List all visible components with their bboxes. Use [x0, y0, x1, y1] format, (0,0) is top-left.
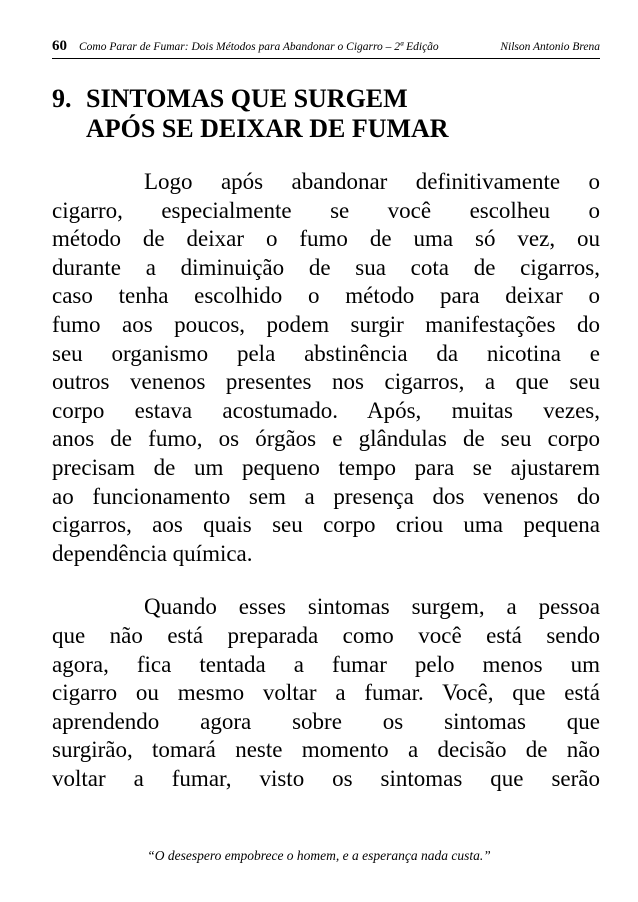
text-line: que não está preparada como você está sendo — [52, 622, 600, 648]
text-line: cigarro, especialmente se você escolheu o — [52, 197, 600, 223]
text-line: outros venenos presentes nos cigarros, a que seu — [52, 369, 600, 395]
text-line: dependência química. — [52, 540, 253, 566]
text-line: Quando esses sintomas surgem, a pessoa — [144, 594, 600, 620]
book-title: Como Parar de Fumar: Dois Métodos para Abandonar o Cigarro – 2ª Edição — [79, 41, 439, 53]
text-line: cigarros, aos quais seu corpo criou uma pequena — [52, 512, 600, 538]
text-line: corpo estava acostumado. Após, muitas vezes, — [52, 397, 600, 423]
text-line: método de deixar o fumo de uma só vez, ou — [52, 226, 600, 252]
text-line: ao funcionamento sem a presença dos venenos do — [52, 483, 600, 509]
body-text — [52, 168, 600, 793]
text-line: durante a diminuição de sua cota de cigarros, — [52, 254, 600, 280]
footer-quote: “O desespero empobrece o homem, e a esperança nada custa.” — [147, 848, 491, 863]
chapter-title-part-1: SINTOMAS QUE SURGEM — [86, 84, 408, 113]
chapter-heading — [52, 84, 600, 144]
text-line: caso tenha escolhido o método para deixar o — [52, 283, 600, 309]
text-line: anos de fumo, os órgãos e glândulas de seu corpo — [52, 426, 600, 452]
chapter-heading-line-2 — [52, 114, 600, 144]
paragraph-2 — [52, 593, 600, 793]
text-line: seu organismo pela abstinência da nicotina e — [52, 340, 600, 366]
author-name: Nilson Antonio Brena — [500, 41, 600, 53]
text-line: Logo após abandonar definitivamente o — [144, 169, 600, 194]
text-line: surgirão, tomará neste momento a decisão de não — [52, 737, 600, 763]
page-number: 60 — [52, 38, 67, 54]
chapter-heading-line-1 — [52, 84, 600, 114]
text-line: agora, fica tentada a fumar pelo menos um — [52, 651, 600, 677]
paragraph-1 — [52, 168, 600, 568]
chapter-title-part-2: APÓS SE DEIXAR DE FUMAR — [86, 114, 449, 143]
text-line: cigarro ou mesmo voltar a fumar. Você, que está — [52, 680, 600, 706]
text-line: precisam de um pequeno tempo para se ajustarem — [52, 454, 600, 480]
running-header — [52, 38, 600, 59]
text-line: fumo aos poucos, podem surgir manifestações do — [52, 311, 600, 337]
chapter-number: 9. — [52, 84, 72, 113]
text-line: aprendendo agora sobre os sintomas que — [52, 708, 600, 734]
text-line: voltar a fumar, visto os sintomas que serão — [52, 765, 600, 791]
